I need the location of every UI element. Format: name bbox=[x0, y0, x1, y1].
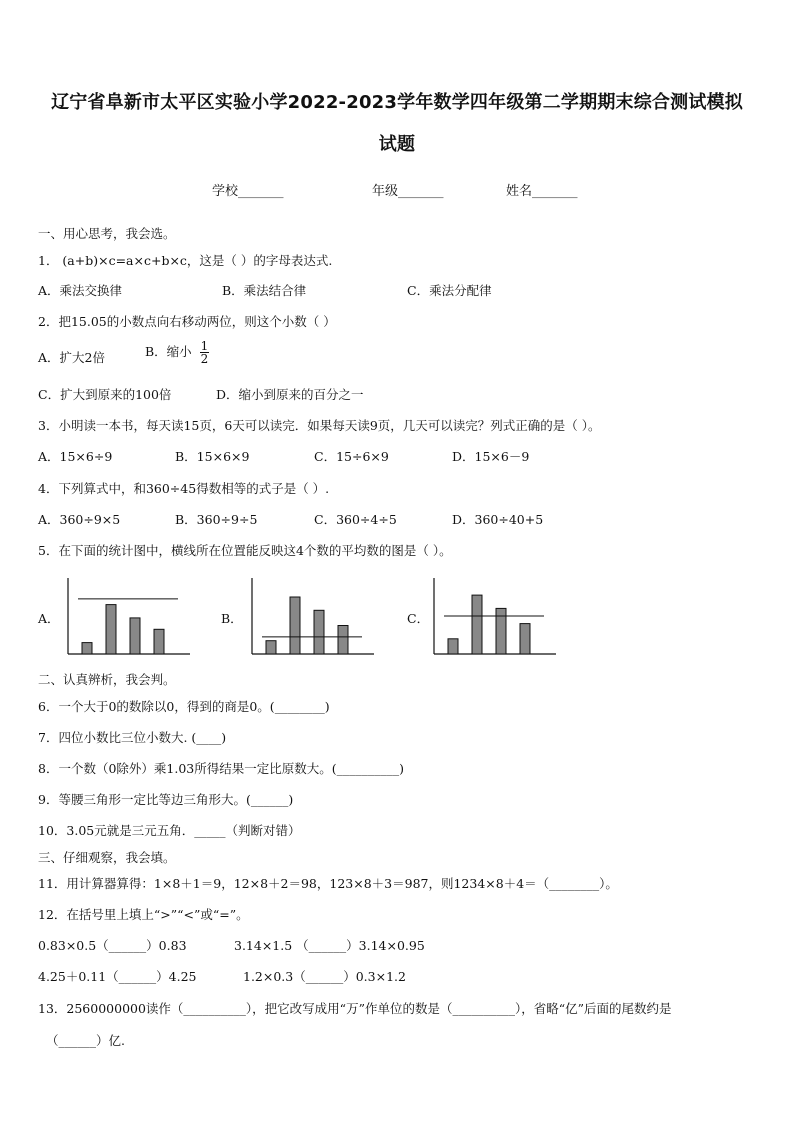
name-field[interactable]: 姓名_______ bbox=[506, 184, 578, 199]
bar-4 bbox=[154, 629, 164, 654]
bar-4 bbox=[338, 626, 348, 655]
question-4-stem: 4．下列算式中，和360÷45得数相等的式子是（ ）. bbox=[38, 481, 330, 496]
question-3-option-b[interactable]: B．15×6×9 bbox=[175, 449, 250, 464]
bar-2 bbox=[290, 597, 300, 654]
question-1-option-b[interactable]: B．乘法结合律 bbox=[222, 283, 307, 298]
question-13-line-2: （______）亿. bbox=[46, 1033, 125, 1048]
section-heading-choice: 一、用心思考，我会选。 bbox=[38, 226, 176, 241]
question-12-item-2: 3.14×1.5 （______）3.14×0.95 bbox=[234, 938, 425, 953]
question-2-option-b[interactable] bbox=[145, 340, 209, 365]
section-heading-fill: 三、仔细观察，我会填。 bbox=[38, 850, 176, 865]
bar-3 bbox=[496, 608, 506, 654]
question-2-option-c[interactable]: C．扩大到原来的100倍 bbox=[38, 387, 172, 402]
question-1-stem: 1． (a+b)×c=a×c+b×c，这是（ ）的字母表达式. bbox=[38, 253, 333, 268]
question-3-option-a[interactable]: A．15×6÷9 bbox=[38, 449, 113, 464]
question-12-item-3: 4.25＋0.11（______）4.25 bbox=[38, 969, 197, 984]
school-field[interactable]: 学校_______ bbox=[212, 184, 284, 199]
fraction-numerator: 1 bbox=[200, 339, 209, 353]
question-2-option-d[interactable]: D．缩小到原来的百分之一 bbox=[216, 387, 364, 402]
question-10: 10．3.05元就是三元五角．_____（判断对错） bbox=[38, 823, 301, 838]
bar-1 bbox=[266, 641, 276, 654]
question-8: 8．一个数（0除外）乘1.03所得结果一定比原数大。(__________) bbox=[38, 761, 404, 776]
question-12-item-1: 0.83×0.5（______）0.83 bbox=[38, 938, 187, 953]
exam-title-continued: 试题 bbox=[378, 134, 416, 155]
question-4-option-a[interactable]: A．360÷9×5 bbox=[38, 512, 121, 527]
chart-a bbox=[62, 576, 192, 656]
question-6: 6．一个大于0的数除以0，得到的商是0。(________) bbox=[38, 699, 330, 714]
chart-b bbox=[246, 576, 376, 656]
question-1-option-a[interactable]: A．乘法交换律 bbox=[38, 283, 123, 298]
question-4-option-d[interactable]: D．360÷40+5 bbox=[452, 512, 544, 527]
question-12-item-4: 1.2×0.3（______）0.3×1.2 bbox=[243, 969, 406, 984]
grade-field[interactable]: 年级_______ bbox=[372, 184, 444, 199]
question-3-option-c[interactable]: C．15÷6×9 bbox=[314, 449, 389, 464]
fraction-denominator: 2 bbox=[200, 352, 209, 366]
question-11: 11．用计算器算得：1×8＋1＝9，12×8＋2＝98，123×8＋3＝987，则1234×8＋4＝（________）。 bbox=[38, 876, 618, 891]
question-4-option-c[interactable]: C．360÷4÷5 bbox=[314, 512, 397, 527]
bar-1 bbox=[82, 643, 92, 654]
question-2-option-a[interactable]: A．扩大2倍 bbox=[38, 350, 105, 365]
bar-4 bbox=[520, 624, 530, 654]
bar-2 bbox=[106, 605, 116, 654]
bar-3 bbox=[314, 610, 324, 654]
question-4-option-b[interactable]: B．360÷9÷5 bbox=[175, 512, 258, 527]
question-3-option-d[interactable]: D．15×6－9 bbox=[452, 449, 530, 464]
question-3-stem: 3．小明读一本书，每天读15页，6天可以读完．如果每天读9页，几天可以读完？列式正确的是（ ）。 bbox=[38, 418, 601, 433]
question-13-line-1: 13．2560000000读作（__________），把它改写成用“万”作单位的数是（__________），省略“亿”后面的尾数约是 bbox=[38, 1001, 672, 1016]
question-2-option-b-label: B．缩小 bbox=[145, 344, 192, 359]
question-9: 9．等腰三角形一定比等边三角形大。(______) bbox=[38, 792, 294, 807]
question-12-stem: 12．在括号里上填上“>”“<”或“=”。 bbox=[38, 907, 249, 922]
bar-2 bbox=[472, 595, 482, 654]
chart-c bbox=[428, 576, 558, 656]
section-heading-judge: 二、认真辨析，我会判。 bbox=[38, 672, 176, 687]
chart-a-label[interactable]: A． bbox=[38, 611, 60, 626]
question-2-stem: 2．把15.05的小数点向右移动两位，则这个小数（ ） bbox=[38, 314, 336, 329]
question-5-stem: 5．在下面的统计图中，横线所在位置能反映这4个数的平均数的图是（ ）。 bbox=[38, 543, 452, 558]
chart-c-label[interactable]: C． bbox=[407, 611, 430, 626]
bar-3 bbox=[130, 618, 140, 654]
exam-title: 辽宁省阜新市太平区实验小学2022-2023学年数学四年级第二学期期末综合测试模拟 bbox=[51, 92, 743, 113]
question-7: 7．四位小数比三位小数大. (____) bbox=[38, 730, 227, 745]
question-1-option-c[interactable]: C．乘法分配律 bbox=[407, 283, 492, 298]
fraction-one-half bbox=[200, 340, 210, 365]
bar-1 bbox=[448, 639, 458, 654]
chart-b-label[interactable]: B． bbox=[221, 611, 243, 626]
